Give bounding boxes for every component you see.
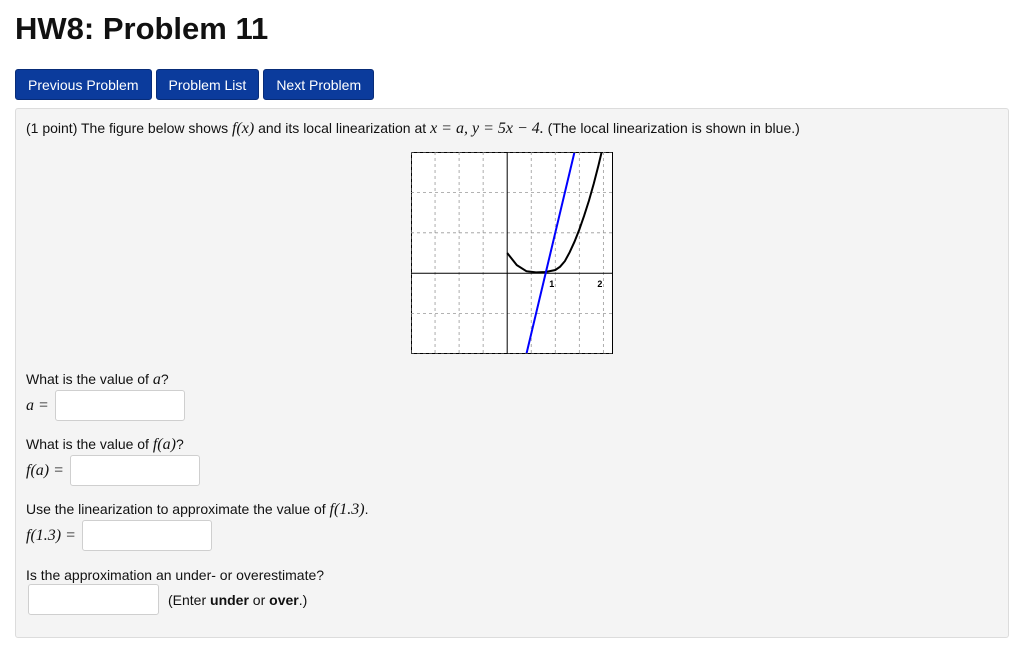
question-2-prompt bbox=[26, 436, 184, 454]
answer-row-fa bbox=[26, 455, 200, 486]
graph-frame bbox=[412, 153, 613, 354]
answer-label-fa: f(a) = bbox=[26, 461, 64, 479]
page-title: HW8: Problem 11 bbox=[15, 11, 269, 46]
question-3-text: Use the linearization to approximate the value of bbox=[26, 501, 326, 517]
answer-input-estimate[interactable] bbox=[28, 584, 159, 615]
answer-row-estimate bbox=[28, 584, 307, 615]
problem-statement bbox=[26, 120, 800, 138]
answer-input-f13[interactable] bbox=[82, 520, 212, 551]
x-tick-label: 1 bbox=[549, 279, 555, 290]
statement-intro: The figure below shows bbox=[81, 120, 229, 136]
question-4-prompt: Is the approximation an under- or overestimate? bbox=[26, 567, 325, 583]
question-1-var: a bbox=[152, 371, 161, 388]
answer-input-fa[interactable] bbox=[70, 455, 200, 486]
answer-row-a bbox=[26, 390, 185, 421]
function-expression: f(x) bbox=[231, 120, 255, 137]
question-1-prompt bbox=[26, 371, 169, 389]
question-2-text: What is the value of bbox=[26, 436, 149, 452]
hint-option-under: under bbox=[210, 591, 249, 608]
question-3-prompt bbox=[26, 501, 369, 519]
answer-label-f13: f(1.3) = bbox=[26, 526, 76, 544]
linearization-equation: x = a, y = 5x − 4. bbox=[430, 120, 544, 137]
answer-row-f13 bbox=[26, 520, 212, 551]
points-label: (1 point) bbox=[26, 120, 78, 136]
answer-hint bbox=[168, 592, 307, 608]
problem-body bbox=[15, 108, 1009, 638]
hint-option-over: over bbox=[269, 591, 299, 608]
problem-list-button[interactable]: Problem List bbox=[156, 69, 260, 100]
hint-prefix: (Enter bbox=[168, 591, 207, 608]
hint-or: or bbox=[252, 591, 266, 608]
question-2-var: f(a) bbox=[152, 436, 176, 453]
answer-input-a[interactable] bbox=[55, 390, 185, 421]
answer-label-a: a = bbox=[26, 396, 49, 414]
statement-mid: and its local linearization at bbox=[258, 120, 427, 136]
question-1-text: What is the value of bbox=[26, 371, 149, 387]
question-1-tail: ? bbox=[160, 371, 169, 387]
question-2-tail: ? bbox=[175, 436, 184, 452]
linearization-graph bbox=[411, 152, 613, 354]
statement-note: (The local linearization is shown in blue.) bbox=[547, 120, 800, 136]
problem-navigation bbox=[15, 69, 374, 100]
x-tick-label: 2 bbox=[597, 279, 603, 290]
hint-suffix: .) bbox=[298, 591, 308, 608]
question-3-var: f(1.3) bbox=[329, 501, 365, 518]
next-problem-button[interactable]: Next Problem bbox=[263, 69, 374, 100]
previous-problem-button[interactable]: Previous Problem bbox=[15, 69, 152, 100]
question-3-tail: . bbox=[364, 501, 369, 517]
